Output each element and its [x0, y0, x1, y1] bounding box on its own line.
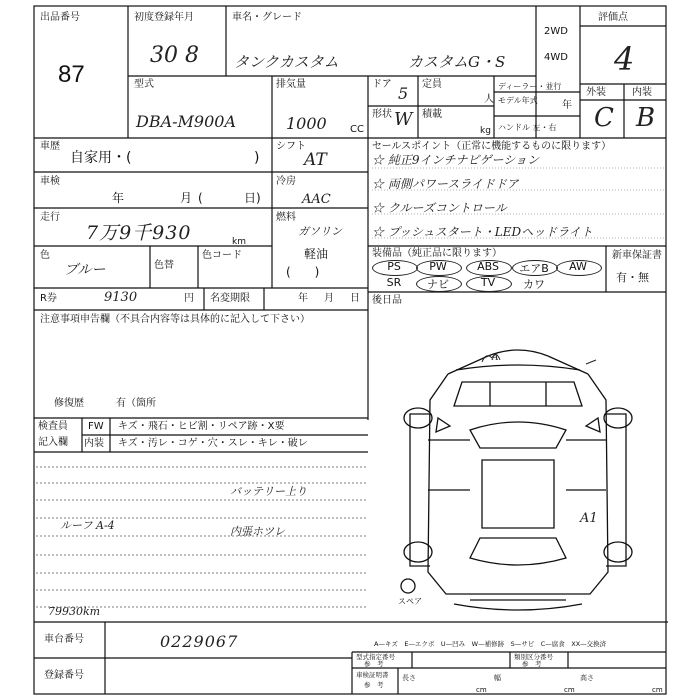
car-grade-value: カスタムG・S — [408, 53, 506, 71]
inspection-day: 日) — [244, 191, 261, 205]
year-unit: 年 — [562, 100, 572, 111]
handle-label: ハンドル 左・右 — [498, 123, 557, 132]
width-label: 幅 — [494, 674, 501, 682]
name-change-day: 日 — [350, 293, 360, 304]
sales-points-label: セールスポイント（正常に機能するものに限ります） — [372, 141, 612, 152]
lot-label: 出品番号 — [40, 12, 80, 23]
fuel-paren: ( ) — [286, 265, 320, 279]
score-int-label: 内装 — [632, 87, 652, 98]
ref-label-1: 参 考 — [364, 660, 384, 668]
inspector-fw: FW — [88, 421, 104, 432]
note-battery: バッテリー上り — [230, 485, 307, 498]
lot-number: 87 — [58, 61, 85, 88]
damage-mark-front: A — [492, 353, 499, 363]
load-label: 積載 — [422, 109, 442, 120]
fuel-label: 燃料 — [276, 212, 296, 223]
history-close: ) — [254, 150, 260, 166]
model-value: DBA-M900A — [136, 112, 237, 131]
inspection-year: 年 — [112, 191, 125, 205]
equipment-label: 装備品（純正品に限ります） — [372, 248, 502, 259]
displacement-value: 1000 — [286, 114, 327, 133]
color-code-label: 色コード — [202, 250, 242, 261]
height-label: 高さ — [580, 674, 594, 682]
sales-point-2-text: 両側パワースライドドア — [387, 177, 519, 191]
equip-ps: PS — [387, 260, 401, 273]
inspector-interior: 内装 — [84, 438, 104, 449]
name-change-year: 年 — [298, 293, 308, 304]
score-ext: C — [594, 103, 614, 133]
equip-leather: カワ — [523, 278, 545, 291]
chassis-label: 車台番号 — [44, 634, 84, 645]
color-change-label: 色替 — [154, 260, 174, 271]
warranty-label: 新車保証書 — [612, 250, 662, 261]
color-value: ブルー — [64, 262, 106, 278]
score-label: 評価点 — [598, 12, 628, 23]
score-int: B — [636, 103, 656, 133]
name-change-label: 名変期限 — [210, 293, 250, 304]
model-label: 型式 — [134, 79, 154, 90]
shape-value: W — [394, 109, 413, 130]
note-mileage: 79930km — [48, 605, 101, 618]
shape-label: 形状 — [372, 109, 392, 120]
class-label: 類別区分番号 — [514, 653, 553, 661]
equip-aw: AW — [569, 260, 587, 273]
inspector-interior-text: キズ・汚レ・コゲ・穴・スレ・キレ・破レ — [118, 438, 308, 449]
sales-point-3: ☆ クルーズコントロール — [372, 201, 507, 215]
car-name-value: タンクカスタム — [234, 53, 339, 71]
shift-value: AT — [304, 150, 327, 170]
first-reg-value: 30 8 — [150, 43, 199, 68]
aircon-value: AAC — [302, 192, 331, 207]
mileage-value: 7万9千930 — [86, 222, 192, 244]
inspection-open: ( — [198, 191, 203, 205]
car-diagram — [370, 322, 666, 622]
note-interior: 内張ホツレ — [230, 525, 285, 538]
warranty-value: 有・無 — [616, 271, 649, 284]
name-change-month: 月 — [324, 293, 334, 304]
model-year-label: モデル年式 — [498, 96, 538, 105]
load-unit: kg — [480, 126, 491, 136]
score-overall: 4 — [614, 40, 635, 78]
displacement-unit: CC — [350, 124, 364, 135]
first-reg-label: 初度登録年月 — [134, 12, 194, 23]
aircon-label: 冷房 — [276, 176, 296, 187]
shift-label: シフト — [276, 141, 306, 152]
spare-label: スペア — [398, 597, 422, 606]
capacity-label: 定員 — [422, 79, 442, 90]
ref-label-2: 参 考 — [522, 660, 542, 668]
damage-mark-a1: A1 — [580, 511, 598, 526]
ref-label-3: 参 考 — [364, 681, 384, 689]
score-ext-label: 外装 — [586, 87, 606, 98]
inspector-fw-text: キズ・飛石・ヒビ割・リペア跡・X要 — [118, 421, 285, 432]
sales-point-2: ☆ 両側パワースライドドア — [372, 177, 519, 191]
length-label: 長さ — [402, 674, 416, 682]
chassis-value: 0229067 — [160, 632, 239, 651]
note-roof: ルーフ A-4 — [60, 519, 115, 532]
drive-2wd: 2WD — [544, 26, 568, 37]
doors-label: ドア — [372, 79, 392, 90]
notes-label: 注意事項申告欄（不具合内容等は具体的に記入して下さい） — [40, 314, 310, 325]
repair-value: 有（箇所 — [116, 398, 156, 409]
length-unit: cm — [476, 686, 487, 694]
registration-label: 登録番号 — [44, 670, 84, 681]
drive-4wd: 4WD — [544, 52, 568, 63]
history-label: 車歴 — [40, 141, 60, 152]
cert-label: 車検証明書 — [356, 671, 389, 679]
damage-legend: A—キズ E—エクボ U—凹み W—補修跡 S—サビ C—腐食 XX—交換済 — [374, 640, 607, 648]
equip-pw: PW — [429, 260, 447, 273]
capacity-unit: 人 — [484, 94, 494, 105]
width-unit: cm — [564, 686, 575, 694]
sales-point-1: ☆ 純正9インチナビゲーション — [372, 153, 539, 167]
recycle-value: 9130 — [104, 290, 138, 305]
inspection-month: 月 — [180, 191, 193, 205]
equip-navi: ナビ — [427, 278, 449, 291]
model-cert-label: 型式指定番号 — [356, 653, 395, 661]
mileage-label: 走行 — [40, 212, 60, 223]
repair-label: 修復歴 — [54, 398, 84, 409]
doors-value: 5 — [398, 84, 409, 103]
inspection-label: 車検 — [40, 176, 60, 187]
after-date-label: 後日品 — [372, 295, 402, 306]
history-value: 自家用・( — [70, 150, 132, 166]
sales-point-1-text: 純正9インチナビゲーション — [387, 153, 539, 167]
car-name-label: 車名・グレード — [232, 12, 302, 23]
height-unit: cm — [652, 686, 663, 694]
equip-airbag: エアB — [519, 262, 549, 275]
recycle-label: R券 — [40, 293, 57, 304]
sales-point-4-text: プッシュスタート・LEDヘッドライト — [387, 225, 593, 239]
fuel-value: ガソリン — [298, 225, 342, 238]
equip-tv: TV — [480, 276, 496, 289]
sales-point-4: ☆ プッシュスタート・LEDヘッドライト — [372, 225, 593, 239]
fuel-option: 軽油 — [304, 247, 329, 261]
inspector-label-2: 記入欄 — [38, 437, 68, 448]
equip-abs: ABS — [477, 260, 499, 273]
color-label: 色 — [40, 250, 50, 261]
displacement-label: 排気量 — [276, 79, 306, 90]
recycle-unit: 円 — [184, 293, 194, 304]
dealer-label: ディーラー・並行 — [498, 82, 562, 91]
mileage-unit: km — [232, 237, 246, 247]
sales-point-3-text: クルーズコントロール — [387, 201, 507, 215]
equip-sr: SR — [386, 276, 402, 289]
inspector-label-1: 検査員 — [38, 421, 68, 432]
